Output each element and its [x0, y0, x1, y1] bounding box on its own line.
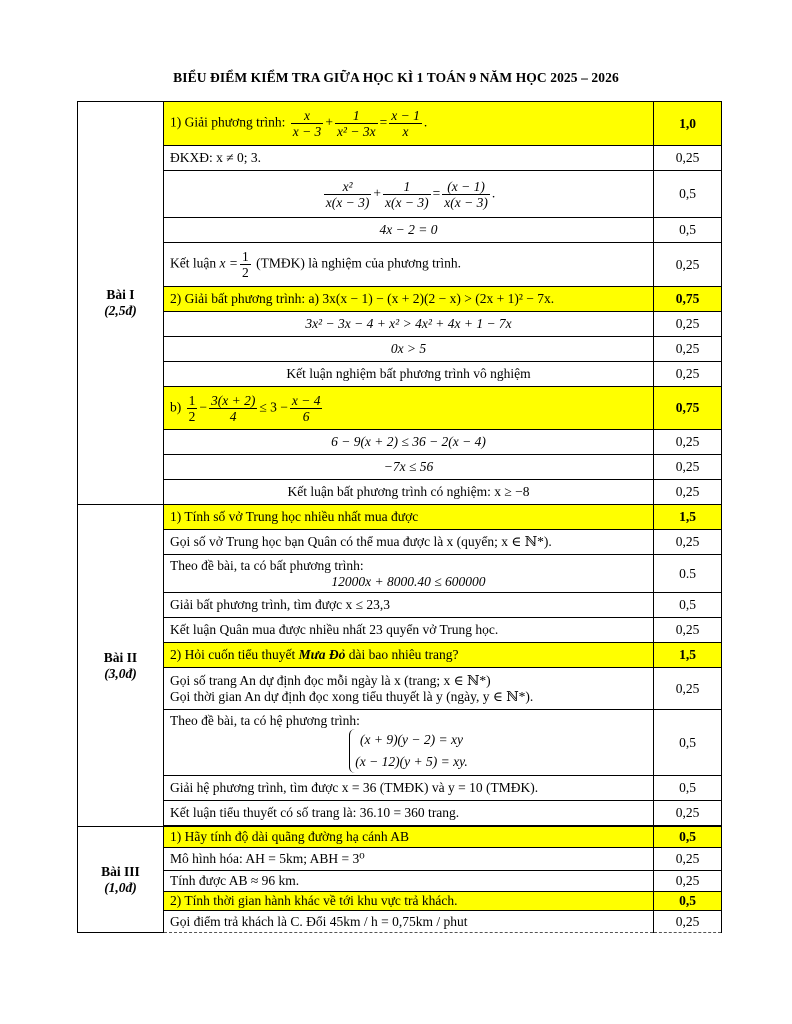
step-text: (TMĐK) là nghiệm của phương trình. [256, 255, 462, 271]
step-cell: Kết luận nghiệm bất phương trình vô nghiệm [164, 362, 654, 387]
punctuation: . [423, 114, 428, 130]
step-cell: Mô hình hóa: AH = 5km; ABH = 3⁰ [164, 848, 654, 871]
step-cell: Gọi số vở Trung học bạn Quân có thể mua được là x (quyển; x ∈ ℕ*). [164, 530, 654, 555]
numerator: x² [324, 179, 372, 195]
points-cell: 0,25 [654, 618, 722, 643]
fraction [187, 393, 198, 424]
bai2-r2-row [78, 555, 722, 593]
denominator: x(x − 3) [325, 194, 370, 210]
bai1-step3-row [78, 218, 722, 243]
denominator: x(x − 3) [385, 194, 429, 210]
bai3-q2-row [78, 892, 722, 911]
step-cell [164, 171, 654, 218]
step-cell: Giải hệ phương trình, tìm được x = 36 (TMĐK) và y = 10 (TMĐK). [164, 776, 654, 801]
denominator: x² − 3x [336, 124, 376, 139]
points-cell: 0,25 [654, 337, 722, 362]
section-label: Bài I [106, 287, 135, 302]
step-cell [164, 555, 654, 593]
points-cell: 0.5 [654, 555, 722, 593]
equation: (x + 9)(y − 2) = xy [359, 731, 463, 747]
points-cell: 0,25 [654, 848, 722, 871]
question-cell [164, 387, 654, 430]
step-cell: 6 − 9(x + 2) ≤ 36 − 2(x − 4) [164, 430, 654, 455]
numerator: x − 4 [291, 392, 321, 408]
points-cell: 0,25 [654, 871, 722, 892]
numerator: 1 [241, 249, 249, 264]
bai1-b1-row [78, 430, 722, 455]
bai2-r5-row [78, 668, 722, 710]
step-text: Theo đề bài, ta có hệ phương trình: [170, 712, 360, 728]
points-cell: 0,75 [654, 387, 722, 430]
equation: (x − 12)(y + 5) = xy. [355, 753, 468, 769]
step-cell: Kết luận bất phương trình có nghiệm: x ≥ −8 [164, 480, 654, 505]
bai1-step2-row [78, 171, 722, 218]
step-text: Kết luận [170, 255, 217, 271]
points-cell: 0,75 [654, 287, 722, 312]
bai3-label-cell [78, 827, 164, 933]
step-cell: 0x > 5 [164, 337, 654, 362]
fraction [209, 393, 257, 424]
equation-system [349, 729, 467, 773]
question-cell [164, 102, 654, 146]
points-cell: 0,25 [654, 911, 722, 933]
bai2-r7-row [78, 776, 722, 801]
step-text: Gọi thời gian An dự định đọc xong tiểu thuyết là y (ngày, y ∈ ℕ*). [170, 688, 534, 704]
step-cell: Gọi điểm trả khách là C. Đổi 45km / h = 0,75km / phut [164, 911, 654, 933]
math-expression: x = [219, 255, 238, 271]
bai1-step4-row [78, 243, 722, 287]
fraction [324, 179, 372, 210]
question-text: dài bao nhiêu trang? [348, 647, 459, 662]
bai2-q2-row [78, 643, 722, 668]
denominator: 4 [229, 408, 237, 424]
bai1-qb-row [78, 387, 722, 430]
bai3-r3-row [78, 911, 722, 933]
bai2-q1-row [78, 505, 722, 530]
section-label: Bài III [101, 863, 140, 879]
punctuation: . [491, 185, 496, 201]
points-cell: 0,25 [654, 455, 722, 480]
points-cell: 0,25 [654, 530, 722, 555]
step-cell: −7x ≤ 56 [164, 455, 654, 480]
bai2-r3-row [78, 593, 722, 618]
fraction [442, 179, 490, 210]
bai3-r1-row [78, 848, 722, 871]
step-cell: Tính được AB ≈ 96 km. [164, 871, 654, 892]
points-cell: 0,5 [654, 827, 722, 848]
denominator: x [402, 124, 409, 139]
bai1-q2-row [78, 287, 722, 312]
step-cell: ĐKXĐ: x ≠ 0; 3. [164, 146, 654, 171]
bai1-a3-row [78, 362, 722, 387]
step-cell: Giải bất phương trình, tìm được x ≤ 23,3 [164, 593, 654, 618]
step-cell: 3x² − 3x − 4 + x² > 4x² + 4x + 1 − 7x [164, 312, 654, 337]
numerator: 3(x + 2) [211, 392, 256, 408]
numerator: x − 1 [391, 108, 420, 123]
bai1-b2-row [78, 455, 722, 480]
points-cell: 1,0 [654, 102, 722, 146]
denominator: 2 [188, 408, 196, 424]
fraction [335, 108, 378, 139]
points-cell: 0,5 [654, 593, 722, 618]
page-title: BIỂU ĐIỂM KIỂM TRA GIỮA HỌC KÌ 1 TOÁN 9 NĂM HỌC 2025 – 2026 [173, 70, 619, 85]
points-cell: 0,25 [654, 243, 722, 287]
bai2-label-cell [78, 505, 164, 827]
grading-table [77, 101, 722, 933]
bai3-q1-row [78, 827, 722, 848]
step-cell: Kết luận tiểu thuyết có số trang là: 36.10 = 360 trang. [164, 801, 654, 826]
operator: = [432, 185, 441, 201]
operator: + [325, 114, 333, 130]
question-text: b) [170, 399, 182, 415]
step-cell [164, 710, 654, 776]
section-points: (1,0đ) [104, 879, 137, 895]
section-points: (3,0đ) [104, 665, 137, 681]
question-text: 2) Hỏi cuốn tiểu thuyết [170, 647, 296, 662]
bai1-q1-row [78, 102, 722, 146]
question-cell: 1) Tính số vở Trung học nhiều nhất mua được [164, 505, 654, 530]
numerator: 1 [383, 179, 431, 195]
fraction [389, 108, 422, 139]
bai2-r1-row [78, 530, 722, 555]
bai1-b3-row [78, 480, 722, 505]
points-cell: 0,5 [654, 892, 722, 911]
points-cell: 0,25 [654, 480, 722, 505]
denominator: x − 3 [292, 124, 322, 139]
question-cell [164, 643, 654, 668]
fraction [290, 393, 323, 424]
points-cell: 0,25 [654, 312, 722, 337]
bai3-r2-row [78, 871, 722, 892]
denominator: 2 [241, 265, 249, 280]
operator: − [199, 399, 207, 415]
fraction [291, 108, 324, 139]
bai1-label-cell [78, 102, 164, 505]
operator: = [379, 114, 388, 130]
fraction [383, 179, 431, 210]
question-cell: 1) Hãy tính độ dài quãng đường hạ cánh AB [164, 827, 654, 848]
denominator: x(x − 3) [444, 194, 488, 210]
points-cell: 1,5 [654, 505, 722, 530]
bai2-r8-row [78, 801, 722, 826]
denominator: 6 [302, 408, 310, 424]
operator: ≤ 3 − [259, 399, 288, 415]
numerator: (x − 1) [442, 179, 490, 195]
points-cell: 0,25 [654, 146, 722, 171]
question-text: 1) Giải phương trình: [170, 114, 286, 130]
step-cell [164, 668, 654, 710]
step-text: Gọi số trang An dự định đọc mỗi ngày là x (trang; x ∈ ℕ*) [170, 672, 491, 688]
step-cell: 4x − 2 = 0 [164, 218, 654, 243]
points-cell: 0,5 [654, 776, 722, 801]
numerator: 1 [335, 108, 378, 124]
points-cell: 0,5 [654, 710, 722, 776]
numerator: 1 [188, 392, 196, 408]
step-text: Theo đề bài, ta có bất phương trình: [170, 557, 364, 573]
points-cell: 1,5 [654, 643, 722, 668]
points-cell: 0,25 [654, 801, 722, 826]
bai1-a2-row [78, 337, 722, 362]
question-cell: 2) Tính thời gian hành khác về tới khu vực trả khách. [164, 892, 654, 911]
step-cell: Kết luận Quân mua được nhiều nhất 23 quyển vở Trung học. [164, 618, 654, 643]
step-cell [164, 243, 654, 287]
operator: + [373, 185, 382, 201]
math-expression: 12000x + 8000.40 ≤ 600000 [331, 573, 486, 589]
section-label: Bài II [103, 649, 138, 665]
section-points: (2,5đ) [104, 303, 137, 318]
bai1-dkxd-row [78, 146, 722, 171]
points-cell: 0,5 [654, 171, 722, 218]
bai1-a1-row [78, 312, 722, 337]
fraction [240, 249, 251, 280]
points-cell: 0,25 [654, 362, 722, 387]
numerator: x [291, 108, 324, 124]
points-cell: 0,25 [654, 430, 722, 455]
book-title: Mưa Đỏ [298, 647, 346, 662]
points-cell: 0,25 [654, 668, 722, 710]
question-cell: 2) Giải bất phương trình: a) 3x(x − 1) − (x + 2)(2 − x) > (2x + 1)² − 7x. [164, 287, 654, 312]
points-cell: 0,5 [654, 218, 722, 243]
bai2-r6-row [78, 710, 722, 776]
bai2-r4-row [78, 618, 722, 643]
